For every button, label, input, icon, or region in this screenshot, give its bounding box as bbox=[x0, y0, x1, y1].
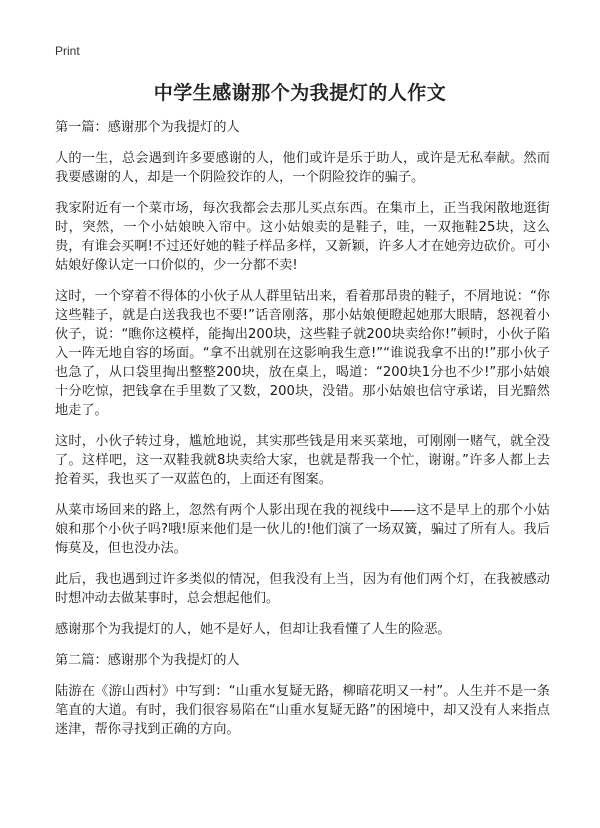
print-link[interactable]: Print bbox=[55, 44, 80, 58]
section-heading: 第二篇：感谢那个为我提灯的人 bbox=[55, 653, 240, 668]
paragraph: 感谢那个为我提灯的人，她不是好人，但却让我看懂了人生的险恶。 bbox=[55, 622, 451, 637]
section-heading: 第一篇：感谢那个为我提灯的人 bbox=[55, 120, 240, 135]
paragraph: 这时，一个穿着不得体的小伙子从人群里钻出来，看着那昂贵的鞋子，不屑地说：“你这些鞋子，就是白送我我也不要!”话音刚落，那小姑娘便瞪起她那大眼睛，怒视着小伙子，说：“瞧你这模样，能掏出200块，这些鞋子就200块卖给你!”顿时，小伙子陷入一阵无地自容的场面。“拿不出就别在这影响我生意!”“谁说我拿不出的!”那小伙子也急了，从口袋里掏出整整200块，放在桌上，喝道：“200块1分也不少!”那小姑娘十分吃惊，把钱拿在手里数了又数，200块，没错。那小姑娘也信守承诺，目光黯然地走了。 bbox=[55, 289, 550, 418]
paragraph: 从菜市场回来的路上，忽然有两个人影出现在我的视线中——这不是早上的那个小姑娘和那个小伙子吗?哦!原来他们是一伙儿的!他们演了一场双簧，骗过了所有人。我后悔莫及，但也没办法。 bbox=[55, 503, 550, 556]
paragraph: 此后，我也遇到过许多类似的情况，但我没有上当，因为有他们两个灯，在我被感动时想冲动去做某事时，总会想起他们。 bbox=[55, 572, 550, 606]
page-title: 中学生感谢那个为我提灯的人作文 bbox=[153, 82, 447, 104]
paragraph: 陆游在《游山西村》中写到：“山重水复疑无路，柳暗花明又一村”。人生并不是一条笔直的大道。有时，我们很容易陷在“山重水复疑无路”的困境中，却又没有人来指点迷津，帮你寻找到正确的方向。 bbox=[55, 684, 550, 737]
paragraph: 这时，小伙子转过身，尴尬地说，其实那些钱是用来买菜地，可刚刚一赌气，就全没了。这样吧，这一双鞋我就8块卖给大家，也就是帮我一个忙，谢谢。”许多人都上去抢着买，我也买了一双蓝色的，上面还有图案。 bbox=[55, 434, 550, 487]
paragraph: 我家附近有一个菜市场，每次我都会去那儿买点东西。在集市上，正当我闲散地逛街时，突然，一个小姑娘映入帘中。这小姑娘卖的是鞋子，哇，一双拖鞋25块，这么贵，有谁会买啊!不过还好她的鞋子样品多样，又新颖，许多人才在她旁边砍价。可小姑娘好像认定一口价似的，少一分都不卖! bbox=[55, 201, 550, 273]
paragraph: 人的一生，总会遇到许多要感谢的人，他们或许是乐于助人，或许是无私奉献。然而我要感谢的人，却是一个阴险狡诈的人，一个阴险狡诈的骗子。 bbox=[55, 151, 550, 185]
article-body bbox=[55, 118, 550, 751]
